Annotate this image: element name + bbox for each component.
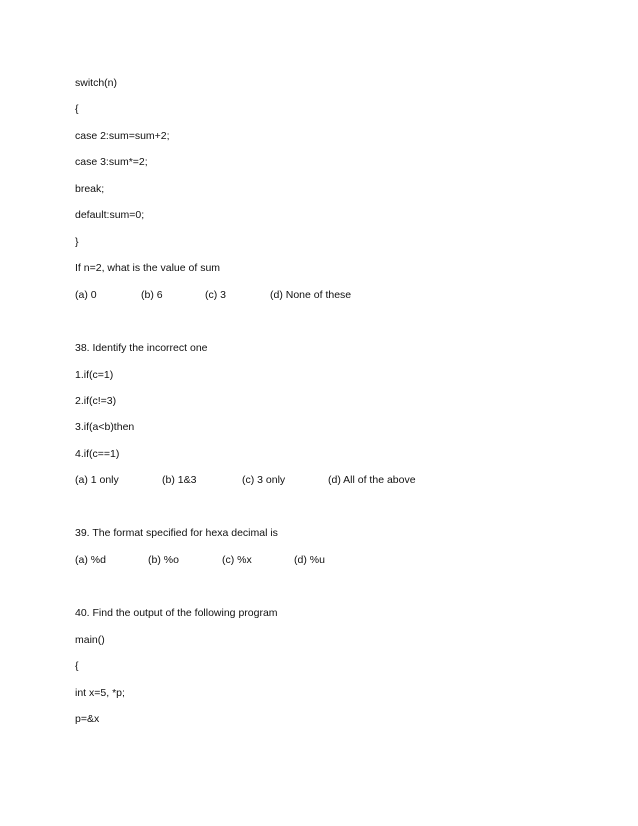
option-c: (c) 3 — [205, 289, 226, 301]
code-line: p=&x — [75, 713, 100, 725]
code-line: 2.if(c!=3) — [75, 395, 117, 407]
code-line: main() — [75, 634, 105, 646]
option-a: (a) 0 — [75, 289, 97, 301]
code-line: 3.if(a<b)then — [75, 421, 135, 433]
code-line: case 2:sum=sum+2; — [75, 130, 170, 142]
code-line: case 3:sum*=2; — [75, 156, 148, 168]
code-line: switch(n) — [75, 77, 118, 89]
code-line: } — [75, 236, 79, 248]
code-line: int x=5, *p; — [75, 687, 125, 699]
option-b: (b) 6 — [141, 289, 163, 301]
option-c: (c) 3 only — [242, 474, 286, 486]
code-line: 4.if(c==1) — [75, 448, 120, 460]
option-a: (a) %d — [75, 554, 106, 566]
option-b: (b) %o — [148, 554, 179, 566]
code-line: { — [75, 660, 79, 672]
option-b: (b) 1&3 — [162, 474, 197, 486]
code-line: default:sum=0; — [75, 209, 145, 221]
code-line: 1.if(c=1) — [75, 369, 114, 381]
question-text: 38. Identify the incorrect one — [75, 342, 208, 354]
option-a: (a) 1 only — [75, 474, 119, 486]
option-d: (d) All of the above — [328, 474, 416, 486]
question-text: 40. Find the output of the following program — [75, 607, 278, 619]
option-d: (d) %u — [294, 554, 325, 566]
code-line: { — [75, 103, 79, 115]
question-text: If n=2, what is the value of sum — [75, 262, 221, 274]
code-line: break; — [75, 183, 105, 195]
option-d: (d) None of these — [270, 289, 352, 301]
option-c: (c) %x — [222, 554, 252, 566]
question-text: 39. The format specified for hexa decimal is — [75, 527, 278, 539]
